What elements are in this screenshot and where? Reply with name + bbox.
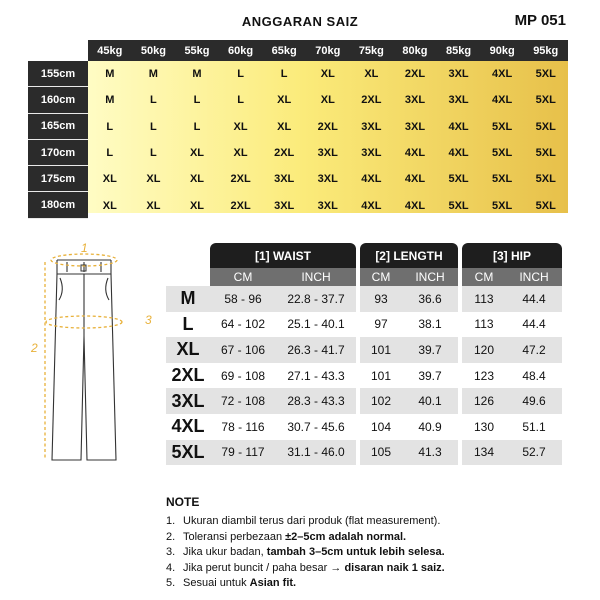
size-cell: 2XL [404,68,426,81]
note-number: 2. [166,530,176,543]
measurement-row [166,363,562,389]
size-cell: L [237,94,244,107]
measurement-cell: 36.6 [402,286,458,312]
size-label: L [166,312,210,338]
measurement-cell: 48.4 [506,363,562,389]
weight-header-row [28,40,568,61]
measurement-cell: 113 [462,312,506,338]
size-row [28,87,568,113]
note-bold-text: disaran naik 1 saiz. [344,561,445,574]
size-cell: 5XL [535,199,556,212]
measurement-cell: 22.8 - 37.7 [276,286,356,312]
note-number: 5. [166,577,176,589]
notes-list [166,514,586,592]
height-header: 160cm [28,87,88,113]
weight-header: 60kg [219,40,263,61]
measurement-cell: 40.1 [402,388,458,414]
measurement-cell: 38.1 [402,312,458,338]
unit-waist-cm: CM [210,268,276,286]
hip-group-header [462,243,562,268]
waist-label: 1 [81,241,88,255]
size-label: 4XL [166,414,210,440]
measurement-cell: 64 - 102 [210,312,276,338]
size-row [28,61,568,87]
size-cell: 4XL [404,173,426,186]
measurement-cell: 97 [360,312,402,338]
chart-title: ANGGARAN SAIZ [241,14,359,29]
size-cell: 2XL [230,199,251,212]
size-label: XL [166,337,210,363]
size-cell: XL [364,68,379,81]
weight-header: 65kg [262,40,306,61]
note-item [166,530,586,546]
note-title: NOTE [166,495,200,509]
measurement-row [166,337,562,363]
size-cell: 3XL [317,199,338,212]
unit-hip-cm: CM [462,268,506,286]
unit-hip-inch: INCH [506,268,562,286]
size-cell: 5XL [535,94,556,107]
measurement-cell: 72 - 108 [210,388,276,414]
size-cell: 2XL [361,94,382,107]
weight-header: 95kg [524,40,568,61]
measurement-cell: 47.2 [506,337,562,363]
length-group-header [360,243,458,268]
size-cell: 5XL [492,120,513,133]
size-cell: M [105,94,115,107]
weight-header: 75kg [350,40,394,61]
waist-group-name: WAIST [273,248,311,263]
weight-header: 55kg [175,40,219,61]
size-cell: XL [189,199,205,212]
size-cell: 3XL [448,68,469,81]
measurement-body [166,286,562,465]
measurement-cell: 27.1 - 43.3 [276,363,356,389]
size-cell: M [192,68,202,81]
size-cell: 4XL [492,94,513,107]
hip-group-num: [3] [492,248,508,263]
size-cell: XL [146,199,161,212]
measurement-cell: 79 - 117 [210,440,276,466]
size-cell: 4XL [404,199,426,212]
weight-header: 50kg [132,40,176,61]
measurement-cell: 102 [360,388,402,414]
measurement-cell: 113 [462,286,506,312]
note-text: Jika perut buncit / paha besar → [183,561,345,574]
size-column-blank [166,243,210,268]
height-header: 175cm [28,166,88,192]
size-row [28,192,568,218]
trousers-diagram [15,238,165,488]
note-text: Toleransi perbezaan [183,530,286,543]
height-header: 170cm [28,140,88,166]
note-bold-text: tambah 3–5cm untuk lebih selesa. [266,546,445,558]
measurement-row [166,286,562,312]
size-cell: 4XL [448,120,469,133]
size-cell: 4XL [404,147,426,160]
measurement-cell: 130 [462,414,506,440]
weight-header: 85kg [437,40,481,61]
size-cell: L [106,147,114,160]
size-cell: 5XL [535,68,556,81]
size-row [28,140,568,166]
note-text: Sesuai untuk [183,577,250,589]
height-header: 180cm [28,192,88,218]
size-cell: XL [189,173,205,186]
note-bold-text: ±2–5cm adalah normal. [285,530,407,543]
size-cell: XL [189,147,205,160]
waist-group-header [210,243,356,268]
size-cell: 3XL [361,120,382,133]
size-cell: 5XL [535,147,556,160]
measurement-cell: 58 - 96 [210,286,276,312]
size-cell: 3XL [274,199,295,212]
size-cell: 5XL [448,199,469,212]
waist-group-num: [1] [254,248,270,263]
size-cell: 4XL [361,199,382,212]
measurement-row [166,312,562,338]
measurement-cell: 123 [462,363,506,389]
size-cell: XL [233,120,248,133]
size-cell: L [150,147,157,160]
size-cell: XL [277,120,292,133]
size-cell: 3XL [404,120,426,133]
size-cell: 5XL [492,173,513,186]
measurement-cell: 31.1 - 46.0 [276,440,356,466]
measurement-cell: 69 - 108 [210,363,276,389]
length-label: 2 [31,341,38,355]
height-header: 155cm [28,61,88,87]
weight-header: 80kg [393,40,437,61]
height-header: 165cm [28,114,88,140]
measurement-cell: 40.9 [402,414,458,440]
size-cell: 3XL [317,173,338,186]
measurement-cell: 134 [462,440,506,466]
measurement-cell: 78 - 116 [210,414,276,440]
note-text: Ukuran diambil terus dari produk (flat measurement). [183,515,441,527]
measurement-cell: 93 [360,286,402,312]
size-cell: XL [277,94,292,107]
length-group-name: LENGTH [393,248,443,263]
note-text: Jika ukur badan, [183,546,267,558]
weight-header: 70kg [306,40,350,61]
measurement-cell: 28.3 - 43.3 [276,388,356,414]
size-recommendation-table [28,40,568,219]
measurement-cell: 126 [462,388,506,414]
size-cell: L [150,120,157,133]
note-bold-text: Asian fit. [249,577,297,589]
size-chart-body [28,61,568,219]
measurement-row [166,440,562,466]
trousers-outline [52,260,116,460]
size-cell: 5XL [492,199,513,212]
note-number: 3. [166,546,176,558]
unit-length-cm: CM [360,268,402,286]
measurement-cell: 26.3 - 41.7 [276,337,356,363]
size-cell: 4XL [492,68,513,81]
measurement-cell: 49.6 [506,388,562,414]
measurement-cell: 44.4 [506,312,562,338]
size-column-blank [166,268,210,286]
note-item [166,561,586,577]
unit-length-inch: INCH [402,268,458,286]
size-cell: XL [320,68,335,81]
size-cell: 5XL [535,120,556,133]
size-row [28,166,568,192]
unit-waist-inch: INCH [276,268,356,286]
note-number: 1. [166,515,176,527]
size-label: 3XL [166,388,210,414]
size-cell: XL [233,147,248,160]
size-cell: 3XL [448,94,469,107]
measurement-cell: 51.1 [506,414,562,440]
size-cell: L [193,94,201,107]
measurement-cell: 101 [360,363,402,389]
measurement-cell: 30.7 - 45.6 [276,414,356,440]
size-cell: L [280,68,288,81]
measurement-cell: 105 [360,440,402,466]
measurement-cell: 67 - 106 [210,337,276,363]
size-label: M [166,286,210,312]
measurement-row [166,388,562,414]
size-cell: 2XL [230,173,251,186]
measurement-cell: 39.7 [402,363,458,389]
size-cell: 2XL [317,120,338,133]
measurement-cell: 101 [360,337,402,363]
measurement-cell: 44.4 [506,286,562,312]
size-cell: L [150,94,157,107]
size-cell: M [148,68,158,81]
size-cell: XL [102,199,117,212]
size-cell: L [193,120,201,133]
hip-group-name: HIP [511,248,532,263]
measurement-cell: 120 [462,337,506,363]
weight-header: 45kg [88,40,132,61]
size-cell: 5XL [535,173,556,186]
measurement-cell: 41.3 [402,440,458,466]
size-cell: M [105,68,115,81]
size-cell: XL [146,173,161,186]
size-cell: 5XL [448,173,469,186]
note-number: 4. [166,561,176,574]
note-item [166,576,586,592]
size-cell: 3XL [404,94,426,107]
size-cell: XL [102,173,117,186]
unit-header-row [166,268,562,286]
corner-cell [28,40,88,61]
measurement-cell: 52.7 [506,440,562,466]
note-item [166,545,586,561]
product-code: MP 051 [514,12,566,29]
group-header-row [166,243,562,268]
size-recommendation-chart [28,40,568,213]
size-cell: 2XL [274,147,295,160]
size-cell: 4XL [448,147,469,160]
size-label: 5XL [166,440,210,466]
size-row [28,114,568,140]
measurement-table [166,243,562,465]
measurement-cell: 25.1 - 40.1 [276,312,356,338]
measurement-cell: 39.7 [402,337,458,363]
measurement-cell: 104 [360,414,402,440]
size-cell: XL [320,94,335,107]
size-label: 2XL [166,363,210,389]
size-cell: 3XL [361,147,382,160]
size-cell: 3XL [274,173,295,186]
note-item [166,514,586,530]
size-cell: 5XL [492,147,513,160]
hip-label: 3 [145,313,152,327]
size-cell: L [106,120,114,133]
size-cell: 3XL [317,147,338,160]
length-group-num: [2] [375,248,390,263]
size-cell: 4XL [361,173,382,186]
size-cell: L [237,68,244,81]
measurement-row [166,414,562,440]
weight-header: 90kg [480,40,524,61]
